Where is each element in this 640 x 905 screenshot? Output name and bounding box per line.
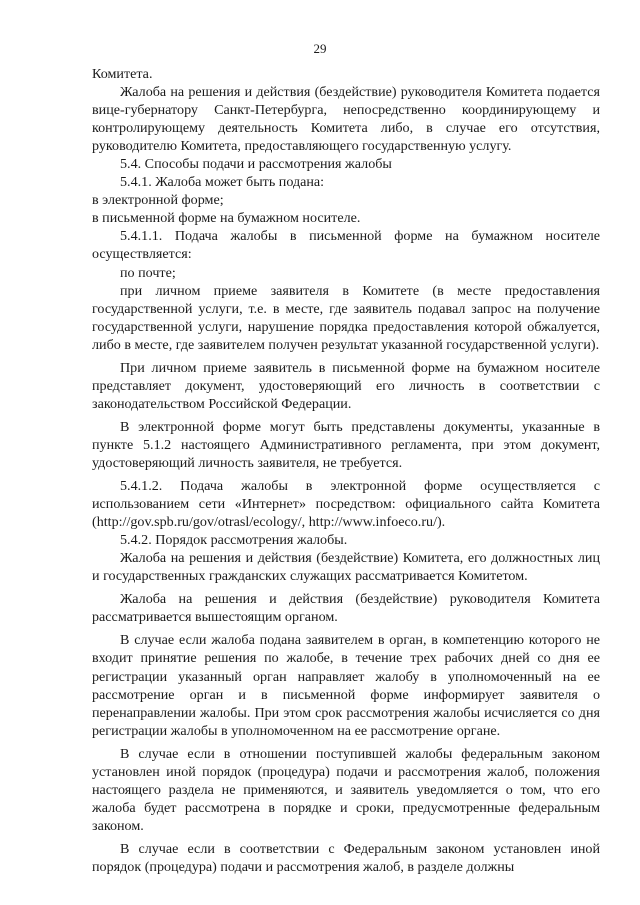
list-item: в письменной форме на бумажном носителе. (92, 210, 361, 227)
paragraph: В случае если в соответствии с Федеральным законом установлен иной порядок (процедура) подачи и рассмотрения жалоб, в разделе должны (92, 840, 600, 875)
list-item: по почте; (120, 264, 176, 281)
section-heading: 5.4. Способы подачи и рассмотрения жалобы (120, 156, 392, 173)
subsection-heading: 5.4.1. Жалоба может быть подана: (120, 174, 325, 191)
paragraph: В электронной форме могут быть представлены документы, указанные в пункте 5.1.2 настоящего Административного регламента, при этом документ, удостоверяющий личность заявителя, не требуется. (92, 418, 600, 471)
paragraph: Жалоба на решения и действия (бездействие) руководителя Комитета рассматривается вышестоящим органом. (92, 591, 600, 626)
paragraph: 5.4.1.2. Подача жалобы в электронной форме осуществляется с использованием сети «Интернет» посредством: официального сайта Комитета (http://gov.spb.ru/gov/otrasl/ecology/, http://www.infoeco.ru/). (92, 478, 600, 531)
paragraph: Жалоба на решения и действия (бездействие) руководителя Комитета подается вице-губернатору Санкт-Петербурга, непосредственно координирующему и контролирующему деятельность Комитета либо, в случае его отсутствия, руководителю Комитета, предоставляющего государственную услугу. (92, 84, 600, 155)
paragraph: 5.4.1.1. Подача жалобы в письменной форме на бумажном носителе осуществляется: (92, 228, 600, 263)
list-item: при личном приеме заявителя в Комитете (в месте предоставления государственной услуги, т.е. в месте, где заявитель подавал запрос на получение государственной услуги, нарушение порядка предоставления которой обжалуется, либо в месте, где заявителем получен результат указанной государственной услуги). (92, 282, 600, 353)
paragraph: Комитета. (92, 66, 153, 82)
subsection-heading: 5.4.2. Порядок рассмотрения жалобы. (120, 532, 348, 549)
document-body (92, 65, 600, 876)
list-item: в электронной форме; (92, 192, 224, 209)
paragraph: При личном приеме заявитель в письменной форме на бумажном носителе представляет документ, удостоверяющий его личность в соответствии с законодательством Российской Федерации. (92, 359, 600, 412)
paragraph: Жалоба на решения и действия (бездействие) Комитета, его должностных лиц и государственных гражданских служащих рассматривается Комитетом. (92, 550, 600, 585)
paragraph: В случае если в отношении поступившей жалобы федеральным законом установлен иной порядок (процедура) подачи и рассмотрения жалоб, положения настоящего раздела не применяются, и заявитель уведомляется о том, что его жалоба будет рассмотрена в порядке и сроки, предусмотренные федеральным законом. (92, 745, 600, 834)
paragraph: В случае если жалоба подана заявителем в орган, в компетенцию которого не входит принятие решения по жалобе, в течение трех рабочих дней со дня ее регистрации указанный орган направляет жалобу в уполномоченный на ее рассмотрение орган и в письменной форме информирует заявителя о перенаправлении жалобы. При этом срок рассмотрения жалобы исчисляется со дня регистрации жалобы в уполномоченном на ее рассмотрение органе. (92, 632, 600, 739)
page-number: 29 (313, 41, 327, 56)
